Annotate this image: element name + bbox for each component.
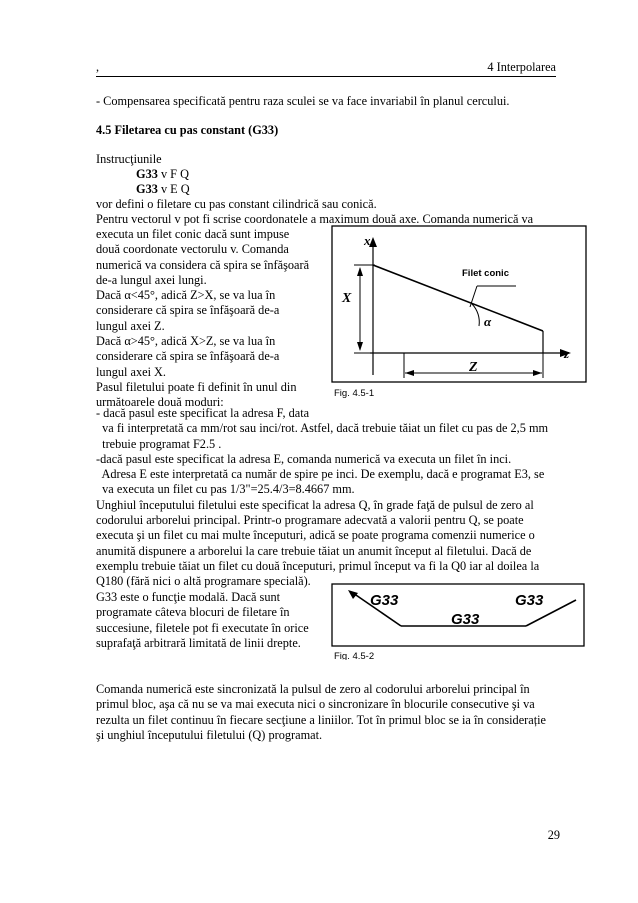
paragraph-line: anumită dispunere a arborelui la care trebuie tăiat un anumit început al filetului. Dacă de [96, 543, 532, 558]
paragraph-line: lungul axei Z. [96, 318, 165, 333]
paragraph-line: primul bloc, aşa că nu se va mai executa nici o sincronizare în blocurile consecutive şi va [96, 697, 535, 712]
paragraph-line: şi unghiul începutului filetului (Q) programat. [96, 727, 323, 742]
figure-g33-blocks [330, 580, 590, 660]
paragraph-line: suprafaţă arbitrară limitată de linii drepte. [96, 635, 301, 650]
z-dim-label: Z [469, 360, 478, 375]
paragraph-line: programate câteva blocuri de filetare în [96, 605, 290, 620]
instr-line-1 [136, 167, 189, 182]
paragraph-line: -dacă pasul este specificat la adresa E, comanda numerică va executa un filet în inci. [96, 451, 512, 466]
figure-conical-thread [330, 225, 590, 415]
header-mark: , [96, 60, 100, 74]
text-block-a [96, 197, 533, 228]
paragraph-line: vor defini o filetare cu pas constant cilindrică sau conică. [96, 197, 377, 211]
text-block-e [96, 682, 546, 743]
paragraph-line: G33 este o funcţie modală. Dacă sunt [96, 590, 281, 604]
paragraph-line: Adresa E este interpretată ca număr de spire pe inci. De exemplu, dacă e programat E3, se [96, 467, 545, 482]
g33-label-3: G33 [515, 592, 544, 609]
paragraph-line: exemplu trebuie tăiat un filet cu două începuturi, primul început va fi la Q0 iar al doilea la [96, 558, 540, 573]
paragraph-line: Dacă α<45°, adică Z>X, se va lua în [96, 288, 276, 303]
instr-line-2 [136, 182, 190, 197]
text-block-c [96, 406, 548, 590]
paragraph-line: Q180 (fără nici o altă programare specială). [96, 574, 311, 589]
text-block-b [96, 227, 309, 411]
instr-code-2: G33 [136, 182, 158, 196]
paragraph-line: - dacă pasul este specificat la adresa F, data [96, 406, 310, 420]
paragraph-line: considerare că spira se înfăşoară de-a [96, 349, 280, 364]
instr-label: Instrucţiunile [96, 152, 162, 166]
fig2-caption: Fig. 4.5-2 [334, 651, 375, 660]
paragraph-line: numerică va considera că spira se înfăşoară [96, 257, 310, 272]
paragraph-line: va executa un filet cu pas 1/3"=25.4/3=8.4667 mm. [96, 482, 355, 497]
paragraph-line: codorului arborelui principal. Printr-o programare adecvată a valorii pentru Q, se poate [96, 513, 524, 528]
x-axis-label: x [364, 233, 371, 248]
page-number: 29 [547, 828, 560, 842]
fig1-caption: Fig. 4.5-1 [334, 388, 375, 399]
g33-label-1: G33 [370, 592, 399, 609]
paragraph-line: considerare că spira se înfăşoară de-a [96, 303, 280, 318]
z-axis-label: z [564, 346, 570, 361]
chapter-title: 4 Interpolarea [487, 60, 556, 74]
paragraph-line: va fi interpretată ca mm/rot sau inci/rot. Astfel, dacă trebuie tăiat un filet cu pas de 2,5 mm [96, 421, 549, 436]
filet-conic-label: Filet conic [462, 268, 509, 279]
paragraph-line: Comanda numerică este sincronizată la pulsul de zero al codorului arborelui principal în [96, 682, 530, 696]
section-title: 4.5 Filetarea cu pas constant (G33) [96, 123, 279, 137]
x-dim-label: X [342, 291, 352, 306]
text-block-d [96, 590, 309, 651]
intro-line: - Compensarea specificată pentru raza sculei se va face invariabil în planul cercului. [96, 94, 510, 108]
instr-code-1: G33 [136, 167, 158, 181]
g33-label-2: G33 [451, 611, 480, 628]
instr-args-1: v F Q [157, 167, 189, 181]
paragraph-line: Pasul filetului poate fi definit în unul din [96, 379, 297, 394]
page-header [96, 60, 556, 77]
paragraph-line: Pentru vectorul v pot fi scrise coordonatele a maximum două axe. Comanda numerică va [96, 212, 534, 227]
paragraph-line: de-a lungul axei lungi. [96, 272, 207, 287]
paragraph-line: două coordonate vectorulu v. Comanda [96, 242, 289, 257]
paragraph-line: executa un filet conic dacă sunt impuse [96, 227, 290, 241]
paragraph-line: Unghiul începutului filetului este specificat la adresa Q, în grade faţă de pulsul de zero al [96, 497, 534, 512]
paragraph-line: executa şi un filet cu mai multe începuturi, adică se poate programa comenzii numerice o [96, 528, 535, 543]
paragraph-line: rezulta un filet continuu în fiecare secţiune a liniilor. Tot în primul bloc se ia în considerație [96, 712, 547, 727]
paragraph-line: lungul axei X. [96, 364, 167, 379]
instr-args-2: v E Q [157, 182, 190, 196]
paragraph-line: următoarele două moduri: [96, 395, 224, 410]
alpha-label: α [484, 314, 492, 329]
paragraph-line: succesiune, filetele pot fi executate în orice [96, 620, 309, 635]
paragraph-line: trebuie programat F2.5 . [96, 436, 222, 451]
figure-frame [332, 226, 586, 382]
paragraph-line: Dacă α>45°, adică X>Z, se va lua în [96, 334, 276, 349]
